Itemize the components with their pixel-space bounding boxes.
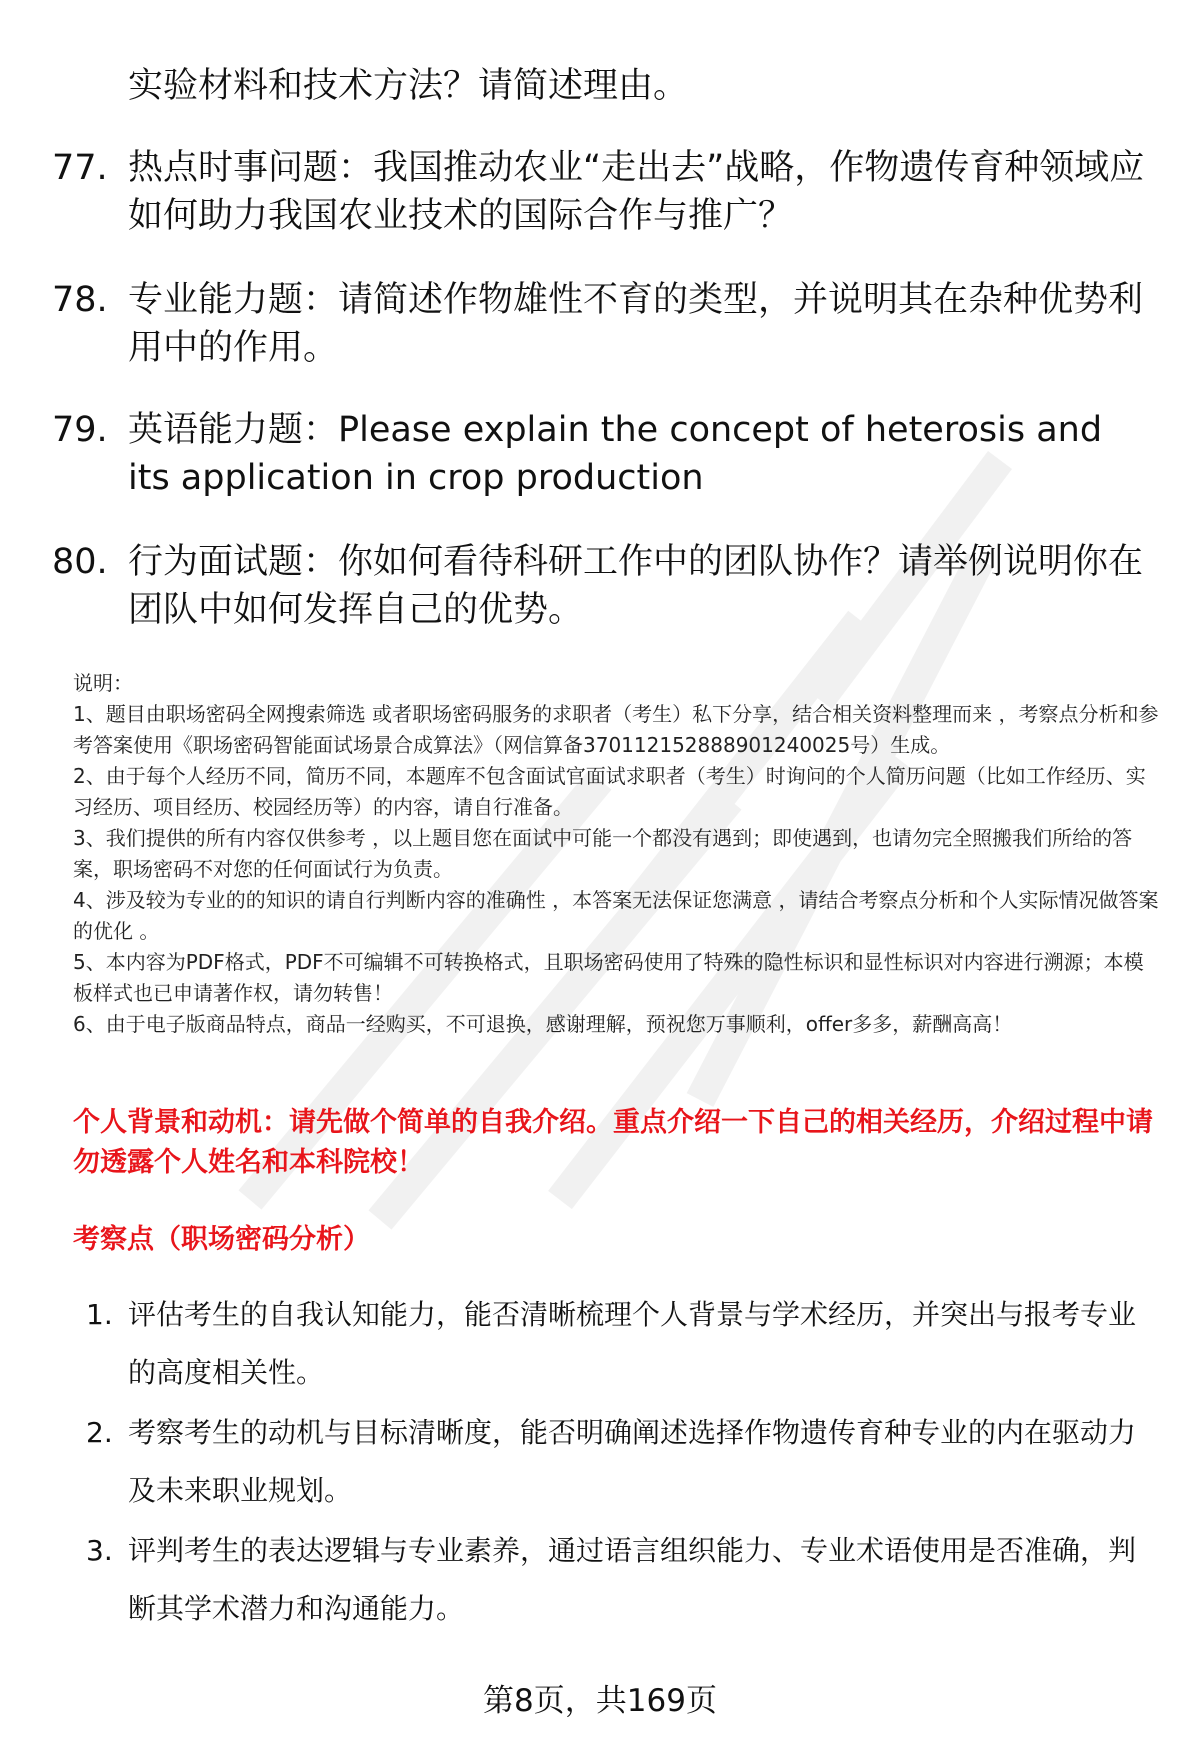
note-item: 3、我们提供的所有内容仅供参考 ，以上题目您在面试中可能一个都没有遇到；即使遇到，也请勿完全照搬我们所给的答案，职场密码不对您的任何面试行为负责。 bbox=[73, 826, 1133, 881]
notes-section bbox=[73, 668, 1163, 1040]
notes-title: 说明： bbox=[73, 671, 133, 695]
note-item: 5、本内容为PDF格式，PDF不可编辑不可转换格式，且职场密码使用了特殊的隐性标识和显性标识对内容进行溯源；本模板样式也已申请著作权，请勿转售！ bbox=[73, 950, 1144, 1005]
page-footer: 第8页，共169页 bbox=[483, 1683, 717, 1719]
note-item: 4、涉及较为专业的的知识的请自行判断内容的准确性 ，本答案无法保证您满意 ，请结合考察点分析和个人实际情况做答案的优化 。 bbox=[73, 888, 1159, 943]
note-item: 6、由于电子版商品特点，商品一经购买，不可退换，感谢理解，预祝您万事顺利，offer多多，薪酬高高！ bbox=[73, 1012, 1013, 1036]
kaochadian-title: 考察点（职场密码分析） bbox=[73, 1224, 370, 1255]
section-heading: 个人背景和动机：请先做个简单的自我介绍。重点介绍一下自己的相关经历，介绍过程中请勿透露个人姓名和本科院校！ bbox=[73, 1107, 1153, 1178]
note-item: 2、由于每个人经历不同，简历不同，本题库不包含面试官面试求职者（考生）时询问的个人简历问题（比如工作经历、实习经历、项目经历、校园经历等）的内容，请自行准备。 bbox=[73, 764, 1146, 819]
note-item: 1、题目由职场密码全网搜索筛选 或者职场密码服务的求职者（考生）私下分享，结合相关资料整理而来 ，考察点分析和参考答案使用《职场密码智能面试场景合成算法》（网信算备370112152888901240025号）生成。 bbox=[73, 702, 1159, 757]
